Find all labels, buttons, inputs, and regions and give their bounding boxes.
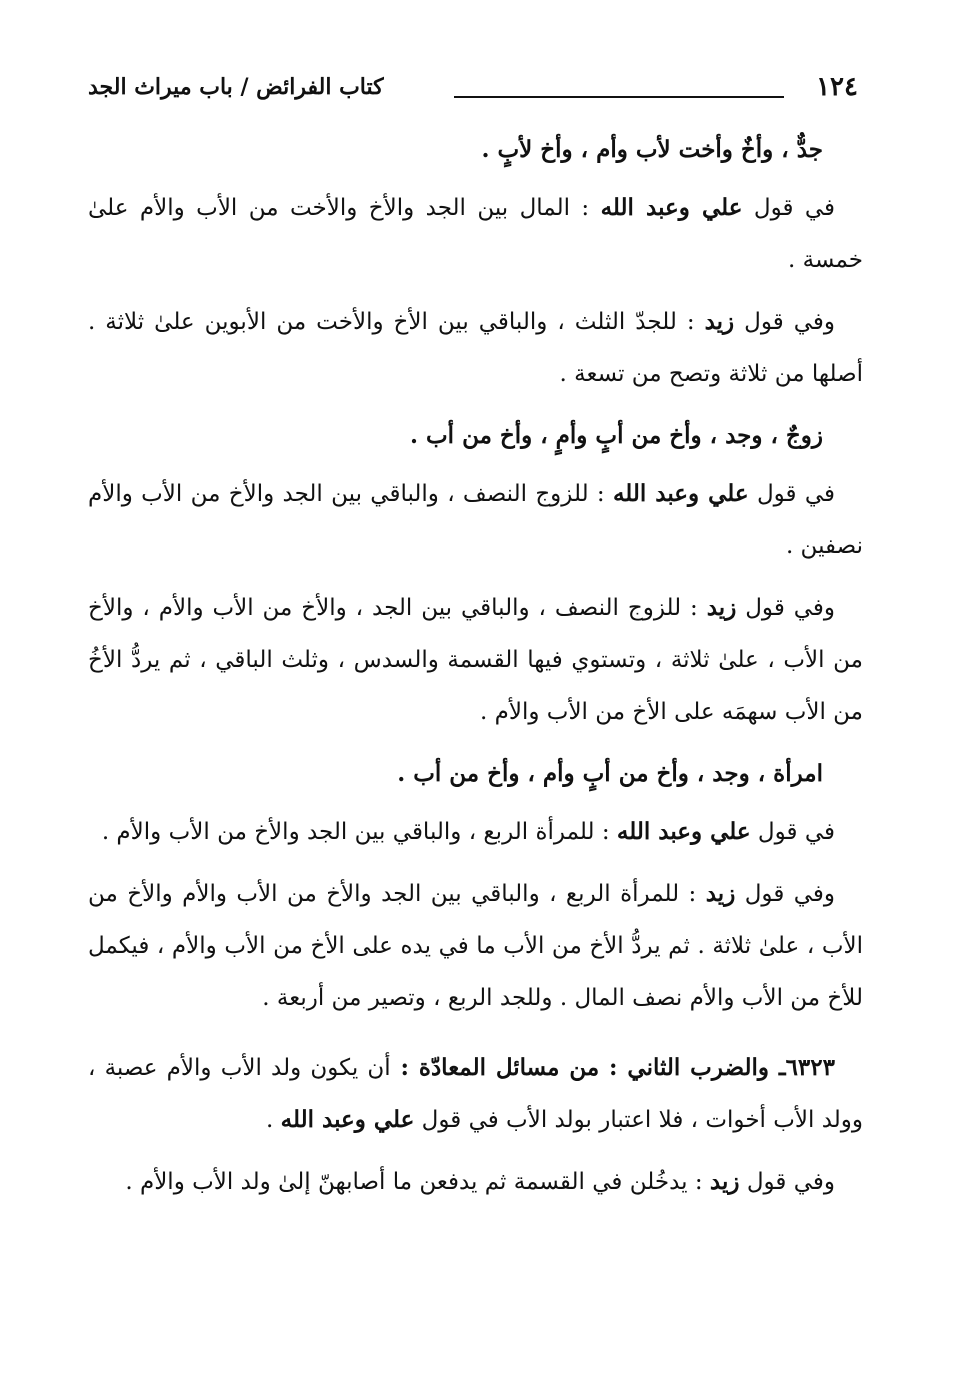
paragraph-text: : للمرأة الربع ، والباقي بين الجد والأخ من الأب والأم . [101,819,610,845]
paragraph-text: : للزوج النصف ، والباقي بين الجد والأخ من الأب والأم نصفين . [88,481,863,559]
case-heading-1: جدٌّ ، وأخٌ وأخت لأب وأم ، وأخ لأبٍ . [481,136,823,163]
paragraph-lead: وفي قول [734,309,836,335]
person-name: زيد [705,880,736,907]
paragraph-zayd-3 [88,868,863,1024]
paragraph-ali-abdullah-3 [88,806,863,858]
paragraph-zayd-4 [88,1156,863,1208]
person-name: زيد [709,1168,740,1195]
running-title: كتاب الفرائض / باب ميراث الجد [88,74,384,100]
person-name: علي وعبد الله [280,1106,415,1133]
case-heading-3: امرأة ، وجد ، وأخ من أبٍ وأم ، وأخ من أب . [397,760,823,787]
paragraph-lead: في قول [748,481,836,507]
page-number: ١٢٤ [816,72,858,102]
paragraph-zayd-1 [88,296,863,400]
numbered-paragraph-6323 [88,1042,863,1146]
person-name: علي وعبد الله [612,480,749,507]
person-name: زيد [706,594,737,621]
paragraph-lead: في قول [750,819,835,845]
header-rule [454,96,784,98]
paragraph-text: : للمرأة الربع ، والباقي بين الجد والأخ من الأب والأم والأخ من الأب ، علىٰ ثلاثة . ثم يردُّ الأخ من الأب ما في يده على الأخ من الأب والأم ، فيكمل للأخ من الأب والأم نصف المال . وللجد الربع ، وتصير من أربعة . [88,881,863,1011]
paragraph-ali-abdullah-2 [88,468,863,572]
paragraph-lead: في قول [742,195,836,221]
paragraph-text: : للزوج النصف ، والباقي بين الجد ، والأخ من الأب والأم ، والأخ من الأب ، علىٰ ثلاثة ، وتستوي فيها القسمة والسدس ، وثلث الباقي ، ثم يردُّ الأخُ من الأب سهمَه على الأخ من الأب والأم . [88,595,863,725]
paragraph-text: : للجدّ الثلث ، والباقي بين الأخ والأخت من الأبوين علىٰ ثلاثة . أصلها من ثلاثة وتصح من تسعة . [88,309,863,387]
paragraph-text: : المال بين الجد والأخ والأخت من الأب والأم علىٰ خمسة . [88,195,863,273]
case-heading-2: زوجٌ ، وجد ، وأخ من أبٍ وأمٍ ، وأخ من أب . [410,422,823,449]
paragraph-ali-abdullah-1 [88,182,863,286]
paragraph-text: : يدخُلن في القسمة ثم يدفعن ما أصابهنّ إلىٰ ولد الأب والأم . [125,1169,703,1195]
paragraph-tail: . [266,1107,281,1133]
entry-number: ٦٣٢٣ـ [778,1054,835,1081]
person-name: علي وعبد الله [616,818,751,845]
paragraph-lead: وفي قول [739,1169,835,1195]
entry-heading: والضرب الثاني : من مسائل المعادّة : [390,1054,779,1081]
paragraph-lead: وفي قول [736,595,835,621]
person-name: زيد [704,308,735,335]
paragraph-zayd-2 [88,582,863,738]
page-header [88,72,858,112]
paragraph-lead: وفي قول [735,881,835,907]
person-name: علي وعبد الله [600,194,743,221]
paragraph-text: أن يكون ولد الأب والأم عصبة ، وولد الأب أخوات ، فلا اعتبار بولد الأب في قول [88,1055,863,1133]
page-body [88,124,863,1218]
